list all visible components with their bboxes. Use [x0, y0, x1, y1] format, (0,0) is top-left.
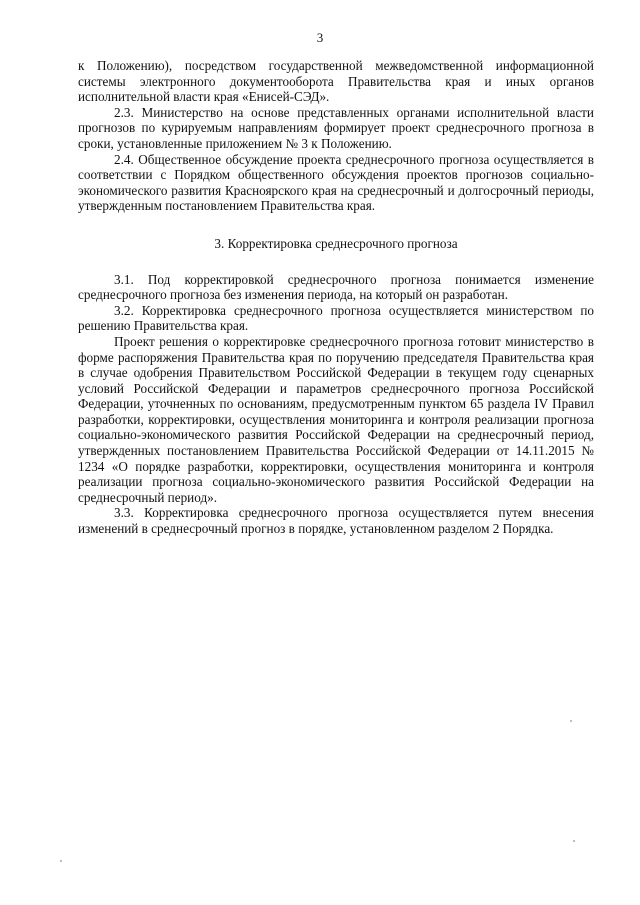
paragraph-3-2: 3.2. Корректировка среднесрочного прогноза осуществляется министерством по решению Правительства края.	[78, 302, 594, 334]
paragraph-3-3: 3.3. Корректировка среднесрочного прогноза осуществляется путем внесения изменений в среднесрочный прогноз в порядке, установленном разделом 2 Порядка.	[78, 505, 594, 537]
scan-speck	[60, 860, 62, 862]
scan-speck	[570, 720, 572, 722]
paragraph-3-1: 3.1. Под корректировкой среднесрочного прогноза понимается изменение среднесрочного прогноза без изменения периода, на который он разработан.	[78, 271, 594, 303]
document-body	[78, 58, 594, 537]
scan-speck	[573, 840, 575, 842]
paragraph-2-4: 2.4. Общественное обсуждение проекта среднесрочного прогноза осуществляется в соответствии с Порядком общественного обсуждения проектов прогнозов социально-экономического развития Красноярского края на среднесрочный и долгосрочный периоды, утвержденным постановлением Правительства края.	[78, 151, 594, 214]
paragraph-draft-decision: Проект решения о корректировке среднесрочного прогноза готовит министерство в форме распоряжения Правительства края по поручению председателя Правительства края в случае одобрения Правительством Российской Федерации в текущем году сценарных условий Российской Федерации и параметров среднесрочного прогноза Российской Федерации, уточненных по основаниям, предусмотренным пунктом 65 раздела IV Правил разработки, корректировки, осуществления мониторинга и контроля реализации прогноза социально-экономического развития Российской Федерации на среднесрочный период, утвержденных постановлением Правительства Российской Федерации от 14.11.2015 № 1234 «О порядке разработки, корректировки, осуществления мониторинга и контроля реализации прогноза социально-экономического развития Российской Федерации на среднесрочный период».	[78, 333, 594, 505]
paragraph-2-3: 2.3. Министерство на основе представленных органами исполнительной власти прогнозов по курируемым направлениям формирует проект среднесрочного прогноза в сроки, установленные приложением № 3 к Положению.	[78, 104, 594, 151]
page-number: 3	[316, 30, 324, 45]
section-heading: 3. Корректировка среднесрочного прогноза	[214, 235, 458, 251]
paragraph-continuation: к Положению), посредством государственной межведомственной информационной системы электронного документооборота Правительства края и иных органов исполнительной власти края «Енисей-СЭД».	[78, 58, 594, 105]
